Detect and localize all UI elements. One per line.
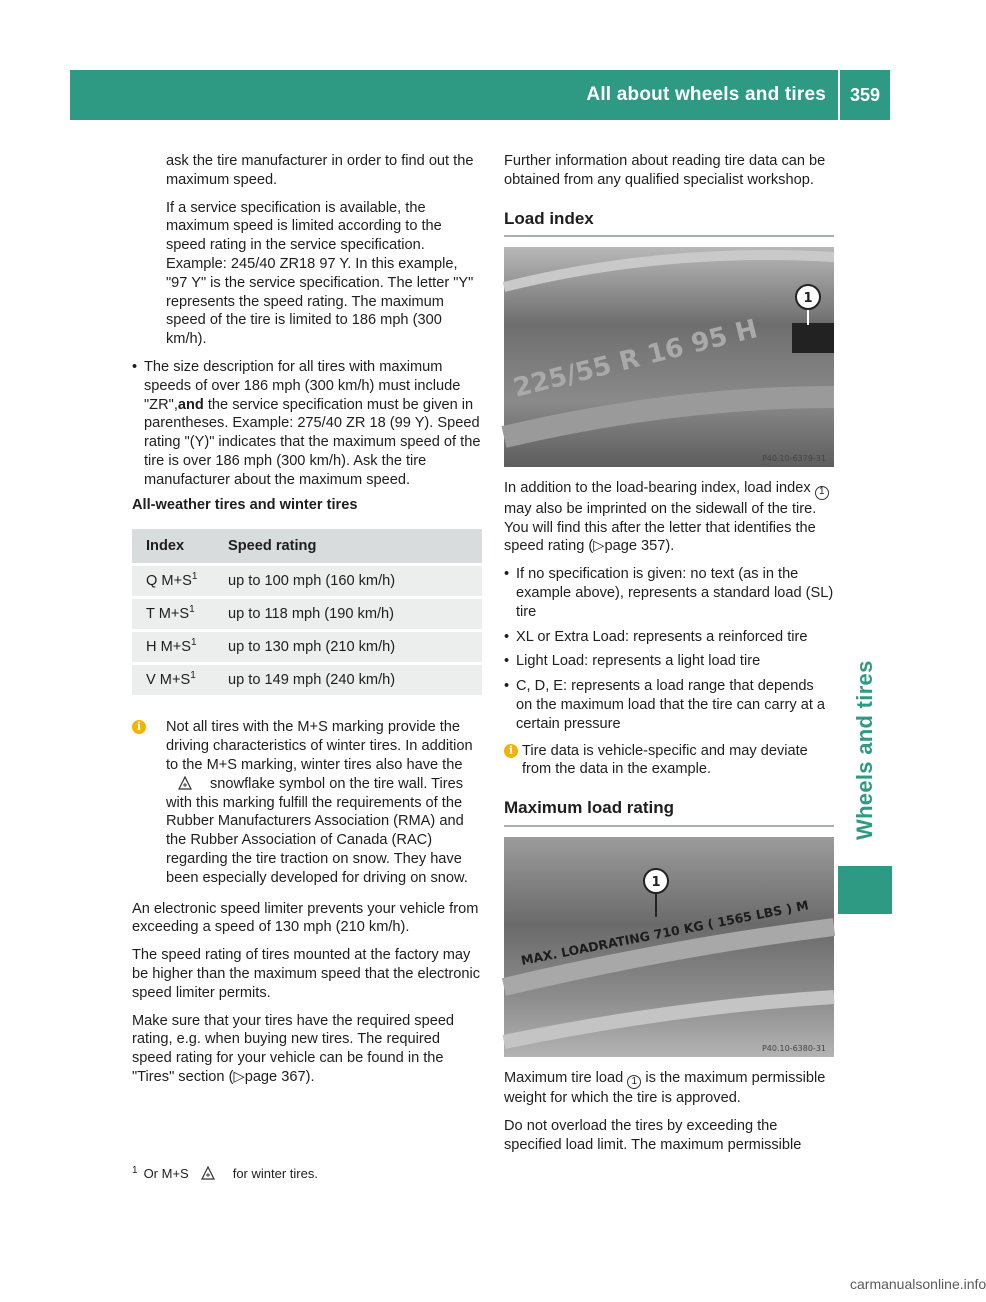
table-row	[132, 566, 482, 596]
footnote-text: Or M+S	[143, 1166, 189, 1181]
chapter-tab-marker	[838, 866, 892, 914]
snowflake-mountain-icon	[201, 1166, 215, 1180]
footnote-ref: 1	[189, 604, 195, 616]
snowflake-mountain-icon	[178, 776, 192, 790]
paragraph: ask the tire manufacturer in order to find out the maximum speed.	[166, 153, 474, 188]
tire-marking-text: MAX. LOADRATING 710 KG ( 1565 LBS ) M	[519, 897, 810, 968]
footnote	[132, 1166, 318, 1181]
section-heading-load-index: Load index	[504, 210, 834, 238]
index-cell	[132, 665, 214, 695]
tire-marking-text: 225/55 R 16 95 H	[510, 314, 761, 405]
bullet-text: The size description for all tires with maximum speeds of over 186 mph (300 km/h) must include "ZR",	[144, 358, 461, 413]
list-item: • C, D, E: represents a load range that depends on the maximum load that the tire can carry at a certain pressure	[504, 677, 834, 733]
chapter-tab	[838, 640, 892, 910]
index-cell	[132, 632, 214, 662]
page-header	[70, 70, 890, 120]
chapter-tab-label: Wheels and tires	[852, 660, 877, 840]
table-row	[132, 665, 482, 695]
rating-cell: up to 130 mph (210 km/h)	[214, 632, 482, 662]
page-ref-arrow-icon: ▷	[593, 538, 605, 555]
paragraph-text: ).	[665, 538, 675, 555]
header-title: All about wheels and tires	[586, 84, 826, 105]
watermark: carmanualsonline.info	[850, 1276, 986, 1292]
paragraph	[132, 1012, 482, 1087]
footnote-ref: 1	[190, 670, 196, 682]
section-heading-max-load: Maximum load rating	[504, 799, 834, 827]
index-value: Q M+S	[146, 572, 192, 589]
paragraph: Further information about reading tire data can be obtained from any qualified specialist workshop.	[504, 153, 826, 188]
info-text: snowflake symbol on the tire wall. Tires with this marking fulfill the requirements of the Rubber Manufacturers Association (RMA) and the Rubber Association of Canada (RAC) regarding the tire traction on snow. They have been especially developed for driving on snow.	[166, 775, 468, 886]
list-item: • Light Load: represents a light load tire	[504, 652, 834, 671]
callout-marker: 1	[627, 1075, 641, 1089]
footnote-mark: 1	[132, 1164, 138, 1176]
footnote-ref: 1	[191, 571, 198, 583]
index-cell	[132, 566, 214, 596]
column-header-speed: Speed rating	[214, 529, 482, 563]
page-reference-link[interactable]: page 357	[604, 538, 666, 555]
paragraph: The speed rating of tires mounted at the factory may be higher than the maximum speed that the electronic speed limiter permits.	[132, 947, 481, 1001]
bullet-text: the service specification must be given in parentheses. Example: 275/40 ZR 18 (99 Y). Speed rating "(Y)" indicates that the maximum speed of the tire is over 186 mph (300 km/h). Ask the tire manufacturer about the maximum speed.	[144, 396, 481, 488]
paragraph	[504, 1069, 834, 1108]
table-row	[132, 599, 482, 629]
left-column	[132, 152, 482, 1096]
list-item	[132, 358, 482, 490]
info-note	[504, 742, 834, 780]
page-number: 359	[849, 84, 881, 105]
paragraph-text: Maximum tire load	[504, 1069, 624, 1086]
paragraph	[504, 479, 834, 556]
speed-rating-table	[132, 526, 482, 698]
info-text: Tire data is vehicle-specific and may deviate from the data in the example.	[522, 742, 808, 778]
callout-marker: 1	[815, 486, 829, 500]
rating-cell: up to 100 mph (160 km/h)	[214, 566, 482, 596]
table-row	[132, 632, 482, 662]
footnote-text: for winter tires.	[232, 1166, 318, 1181]
paragraph: Do not overload the tires by exceeding the specified load limit. The maximum permissible	[504, 1118, 802, 1153]
image-code: P40.10-6380-31	[761, 1043, 826, 1053]
index-value: T M+S	[146, 605, 190, 622]
table-heading: All-weather tires and winter tires	[132, 496, 358, 513]
paragraph-text: In addition to the load-bearing index, load index	[504, 480, 811, 497]
right-column	[504, 152, 834, 1164]
tire-max-load-photo	[504, 837, 834, 1057]
info-text: Not all tires with the M+S marking provide the driving characteristics of winter tires. In addition to the M+S marking, winter tires also have the	[166, 719, 473, 773]
index-value: H M+S	[146, 638, 192, 655]
rating-cell: up to 118 mph (190 km/h)	[214, 599, 482, 629]
paragraph-text: Make sure that your tires have the required speed rating, e.g. when buying new tires. The required speed rating for your vehicle can be found in the "Tires" section (	[132, 1012, 455, 1085]
list-item: • If no specification is given: no text (as in the example above), represents a standard load (SL) tire	[504, 565, 834, 621]
table-header-row	[132, 529, 482, 563]
paragraph-text: may also be imprinted on the sidewall of the tire. You will find this after the letter that identifies the speed rating (	[504, 500, 817, 555]
image-code: P40.10-6379-31	[761, 454, 826, 464]
paragraph-text: is the maximum permissible weight for which the tire is approved.	[504, 1069, 826, 1107]
callout-1: 1	[651, 874, 661, 890]
tire-sidewall-image	[504, 247, 834, 467]
index-value: V M+S	[146, 671, 191, 688]
column-header-index: Index	[132, 529, 214, 563]
page-reference-link[interactable]: page 367	[244, 1068, 306, 1085]
callout-1: 1	[803, 291, 813, 307]
info-icon: i	[504, 744, 518, 758]
paragraph: If a service specification is available, the maximum speed is limited according to the speed rating in the service specification. Example: 245/40 ZR18 97 Y. In this example, "97 Y" is the service specification. The letter "Y" represents the speed rating. The maximum speed of the tire is limited to 186 mph (300 km/h).	[166, 199, 474, 348]
footnote-ref: 1	[191, 637, 197, 649]
paragraph: An electronic speed limiter prevents your vehicle from exceeding a speed of 130 mph (210 km/h).	[132, 900, 479, 936]
rating-cell: up to 149 mph (240 km/h)	[214, 665, 482, 695]
index-cell	[132, 599, 214, 629]
bullet-bold: and	[177, 396, 204, 413]
tire-sidewall-image	[504, 837, 834, 1057]
info-icon: i	[132, 720, 146, 734]
tire-load-index-photo	[504, 247, 834, 467]
paragraph-text: ).	[305, 1068, 315, 1085]
page-ref-arrow-icon: ▷	[233, 1068, 245, 1085]
list-item: • XL or Extra Load: represents a reinforced tire	[504, 628, 834, 647]
info-note	[132, 718, 482, 887]
